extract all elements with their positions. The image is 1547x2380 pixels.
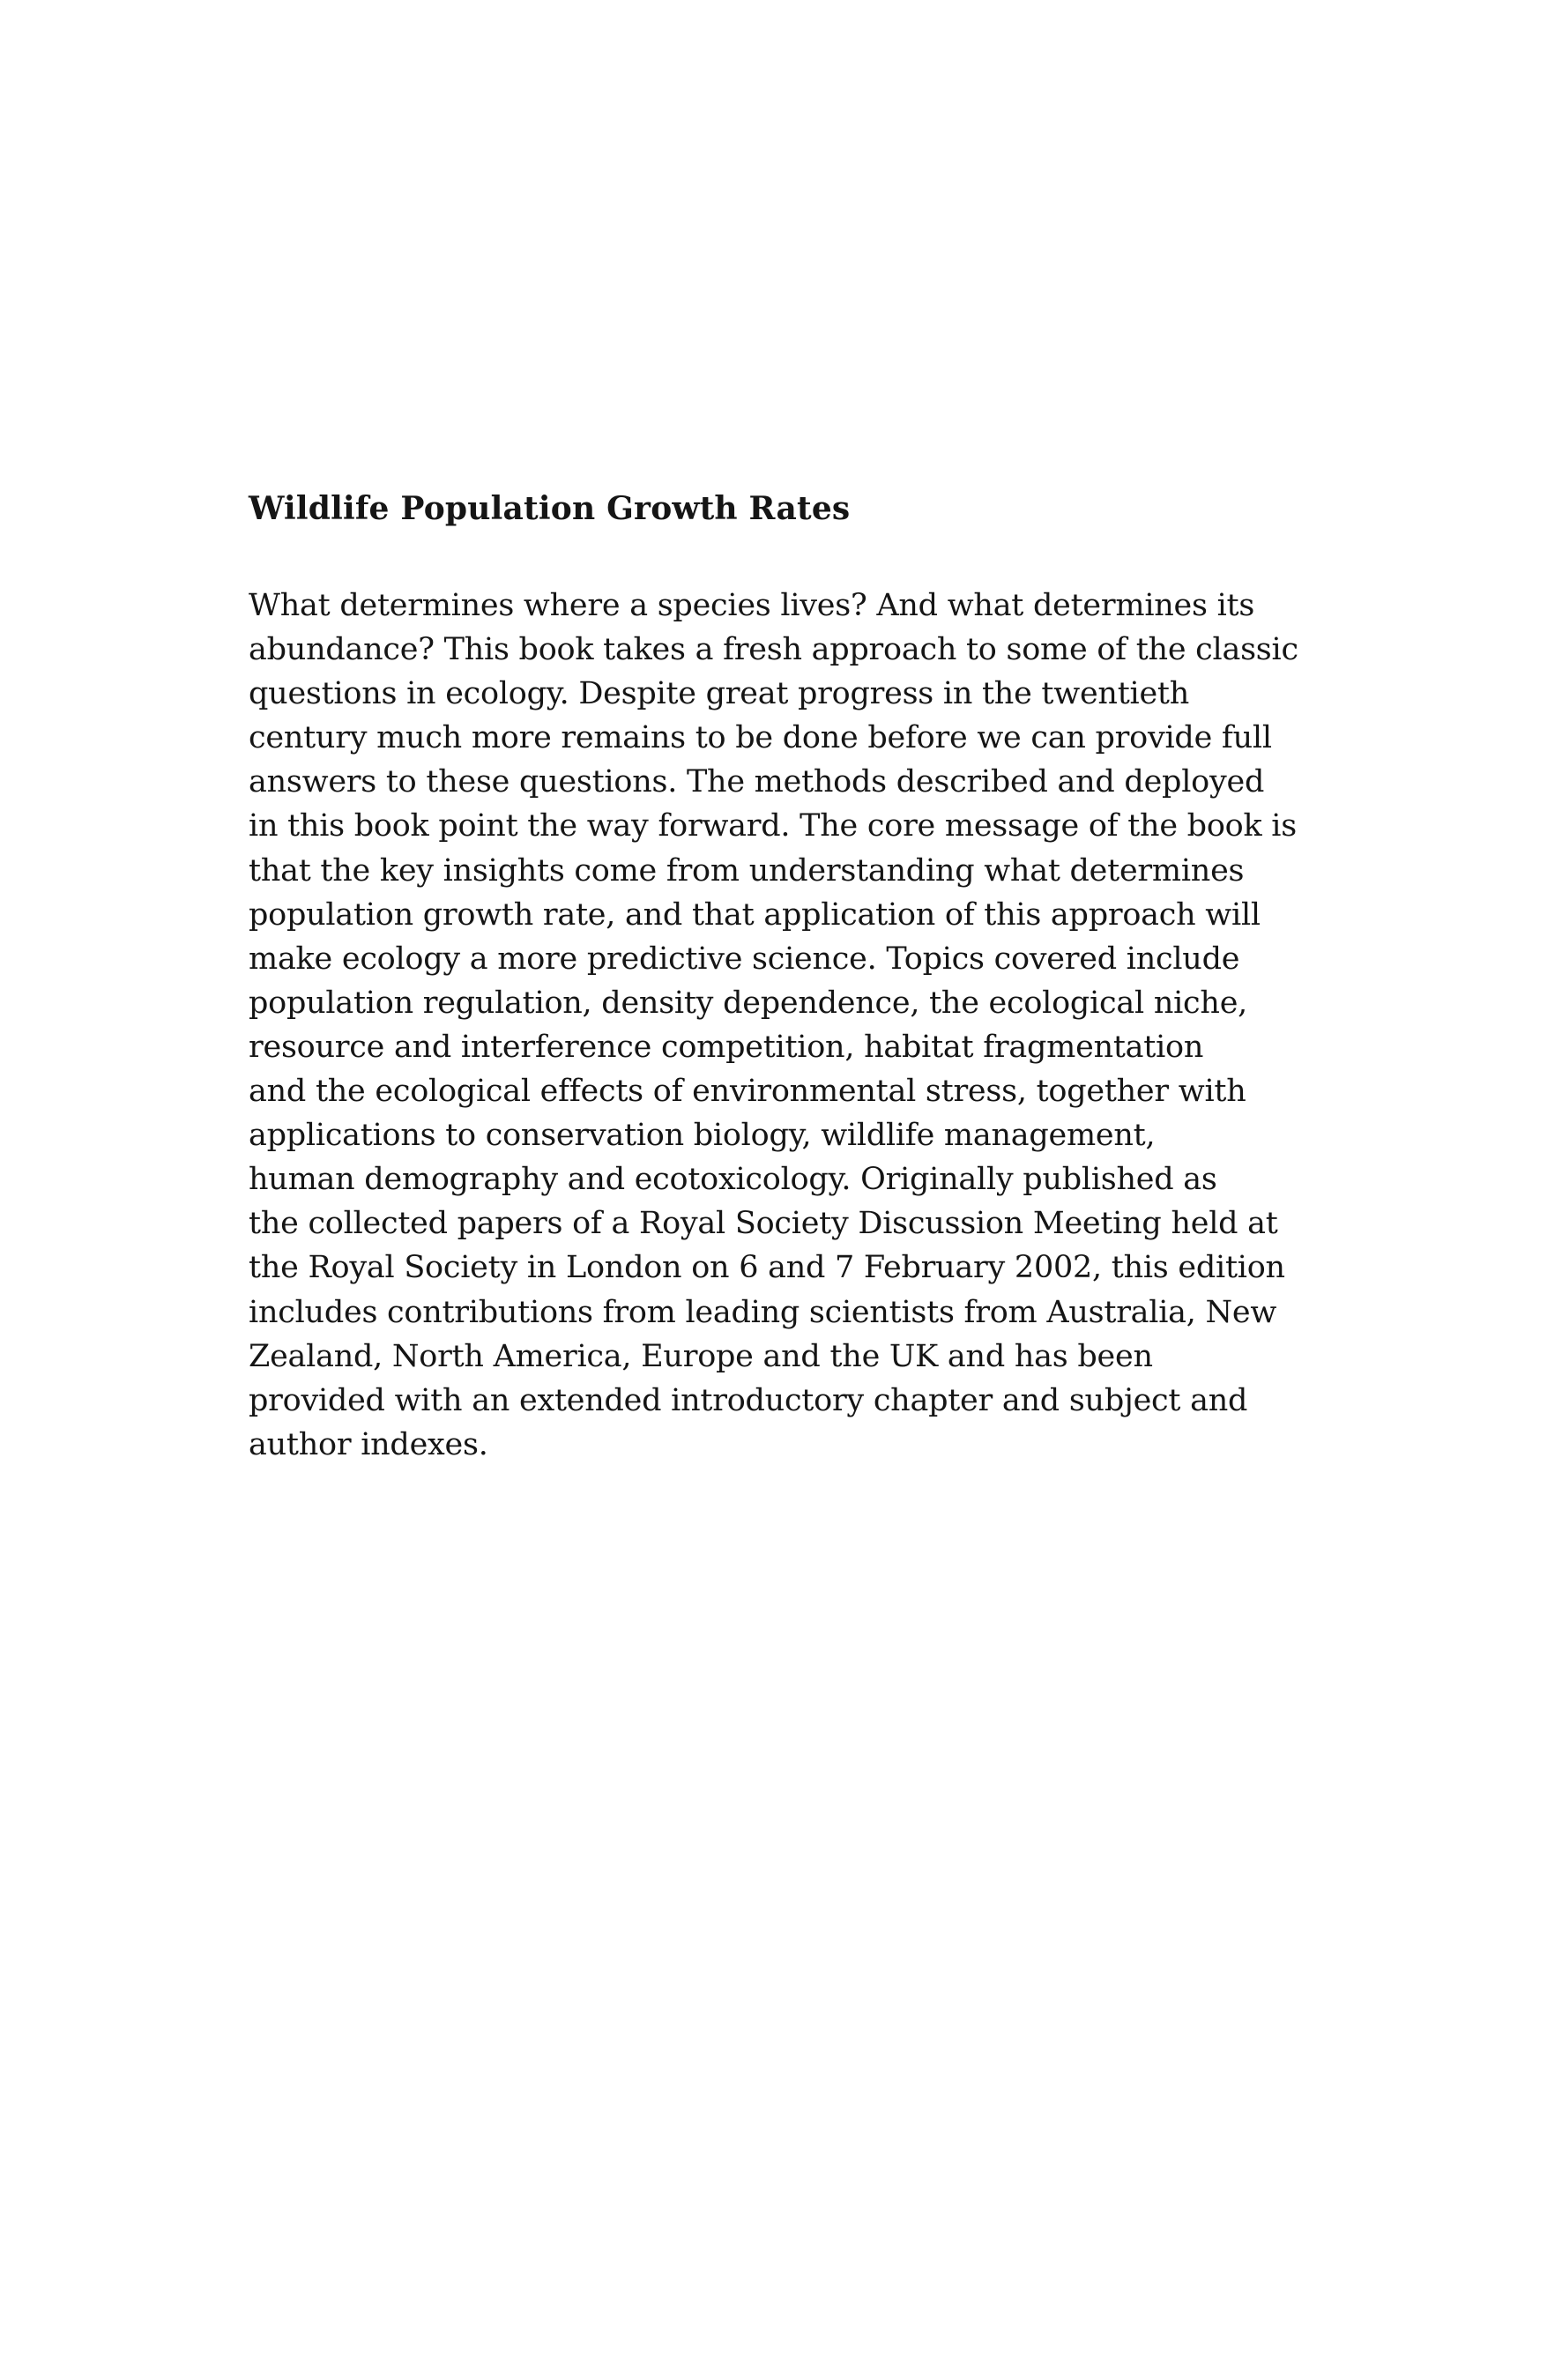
description-line: answers to these questions. The methods described and deployed: [249, 764, 1265, 800]
description-line: provided with an extended introductory chapter and subject and: [249, 1382, 1248, 1418]
description-line: the Royal Society in London on 6 and 7 February 2002, this edition: [249, 1250, 1285, 1286]
description-line: in this book point the way forward. The core message of the book is: [249, 808, 1297, 844]
description-line: and the ecological effects of environmental stress, together with: [249, 1074, 1246, 1110]
description-line: What determines where a species lives? And what determines its: [249, 588, 1255, 623]
blurb-section: [249, 487, 1298, 1462]
description-line: human demography and ecotoxicology. Originally published as: [249, 1162, 1217, 1198]
description-line: population growth rate, and that application of this approach will: [249, 896, 1261, 933]
description-line: century much more remains to be done before we can provide full: [249, 720, 1272, 756]
description-line: questions in ecology. Despite great progress in the twentieth: [249, 676, 1190, 712]
description-line: that the key insights come from understanding what determines: [249, 852, 1245, 889]
description-line: abundance? This book takes a fresh approach to some of the classic: [249, 632, 1298, 668]
description-line: make ecology a more predictive science. Topics covered include: [249, 941, 1240, 977]
description-line: author indexes.: [249, 1426, 488, 1462]
description-line: resource and interference competition, habitat fragmentation: [249, 1029, 1204, 1065]
description-line: Zealand, North America, Europe and the UK and has been: [249, 1338, 1153, 1374]
description-line: applications to conservation biology, wildlife management,: [249, 1118, 1156, 1154]
description-line: population regulation, density dependence, the ecological niche,: [249, 985, 1248, 1021]
description-line: the collected papers of a Royal Society Discussion Meeting held at: [249, 1206, 1278, 1242]
description-line: includes contributions from leading scientists from Australia, New: [249, 1294, 1277, 1330]
book-description: [249, 584, 1298, 1467]
book-title: Wildlife Population Growth Rates: [249, 490, 851, 527]
